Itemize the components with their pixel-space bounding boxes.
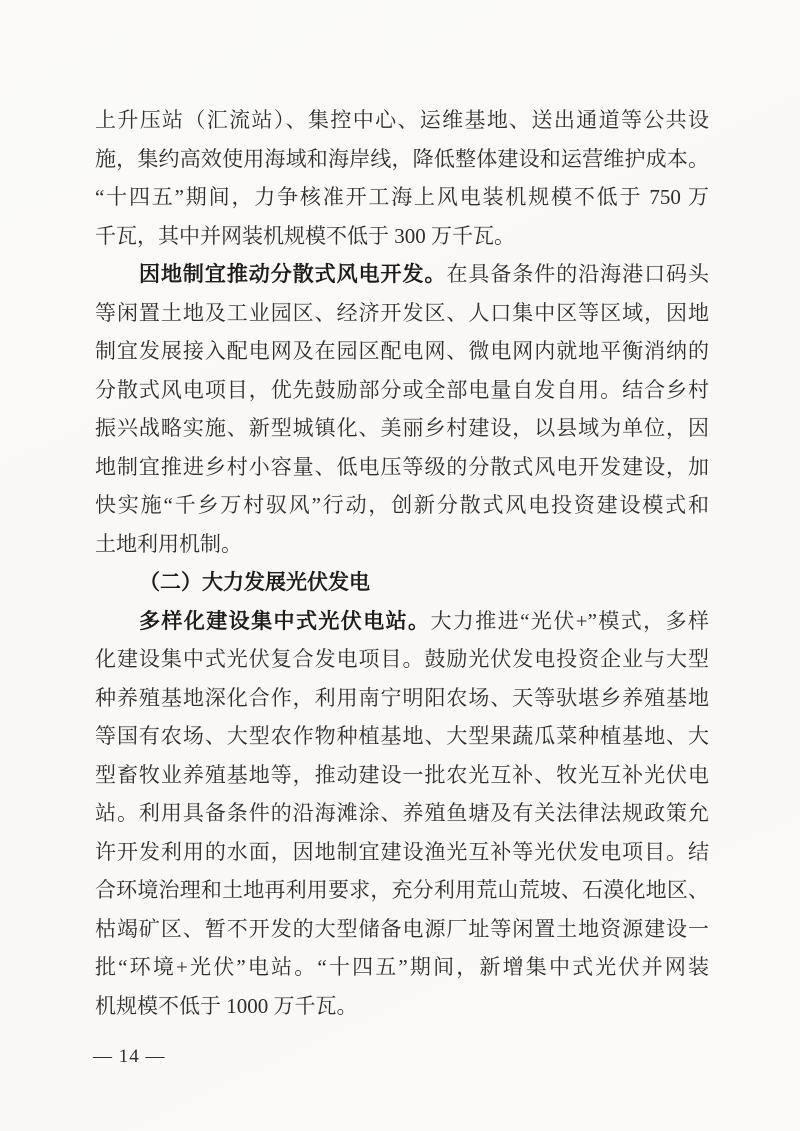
- text-line: [95, 525, 709, 564]
- page-number: — 14 —: [93, 1046, 166, 1067]
- text-run: 在具备条件的沿海港口码头: [446, 262, 709, 286]
- text-run: 振兴战略实施、新型城镇化、美丽乡村建设，以县域为单位，因: [95, 416, 709, 440]
- text-line: [95, 101, 709, 140]
- paragraph-lead-line: [95, 602, 709, 641]
- text-run: “十四五”期间，力争核准开工海上风电装机规模不低于 750 万: [95, 185, 709, 209]
- text-run: 枯竭矿区、暂不开发的大型储备电源厂址等闲置土地资源建设一: [95, 916, 709, 941]
- text-run: 等国有农场、大型农作物种植基地、大型果蔬瓜菜种植基地、大: [95, 724, 709, 748]
- text-line: [95, 948, 709, 987]
- text-run: 合环境治理和土地再利用要求，充分利用荒山荒坡、石漠化地区、: [95, 878, 709, 902]
- bold-run: 多样化建设集中式光伏电站。: [139, 608, 431, 633]
- bold-run: 因地制宜推动分散式风电开发。: [139, 262, 447, 286]
- text-run: 土地利用机制。: [95, 531, 242, 556]
- section-heading: [95, 563, 709, 602]
- text-line: [95, 371, 709, 410]
- text-line: [95, 409, 709, 448]
- text-line: [95, 987, 709, 1026]
- text-line: [95, 756, 709, 795]
- text-run: 型畜牧业养殖基地等，推动建设一批农光互补、牧光互补光伏电: [95, 762, 709, 787]
- text-run: 种养殖基地深化合作，利用南宁明阳农场、天等驮堪乡养殖基地: [95, 685, 709, 710]
- text-line: [95, 871, 709, 910]
- text-line: [95, 217, 709, 256]
- text-run: 机规模不低于 1000 万千瓦。: [95, 993, 358, 1018]
- text-run: 快实施“千乡万村驭风”行动，创新分散式风电投资建设模式和: [95, 493, 709, 517]
- text-line: [95, 833, 709, 872]
- text-line: [95, 640, 709, 679]
- text-run: 批“环境+光伏”电站。“十四五”期间，新增集中式光伏并网装: [95, 955, 709, 979]
- bold-run: （二）大力发展光伏发电: [139, 570, 370, 594]
- text-line: [95, 332, 709, 371]
- text-run: 等闲置土地及工业园区、经济开发区、人口集中区等区域，因地: [95, 300, 709, 325]
- text-run: 地制宜推进乡村小容量、低电压等级的分散式风电开发建设，加: [95, 454, 709, 479]
- text-run: 千瓦，其中并网装机规模不低于 300 万千瓦。: [95, 223, 515, 248]
- text-run: 许开发利用的水面，因地制宜建设渔光互补等光伏发电项目。结: [95, 839, 709, 864]
- text-line: [95, 794, 709, 833]
- text-run: 上升压站（汇流站）、集控中心、运维基地、送出通道等公共设: [95, 108, 709, 132]
- text-line: [95, 910, 709, 949]
- text-line: [95, 717, 709, 756]
- paragraph-lead-line: [95, 255, 709, 294]
- text-run: 分散式风电项目，优先鼓励部分或全部电量自发自用。结合乡村: [95, 377, 709, 402]
- text-run: 大力推进“光伏+”模式，多样: [430, 608, 709, 633]
- text-line: [95, 679, 709, 718]
- text-line: [95, 486, 709, 525]
- text-line: [95, 140, 709, 179]
- text-run: 站。利用具备条件的沿海滩涂、养殖鱼塘及有关法律法规政策允: [95, 801, 709, 825]
- text-run: 化建设集中式光伏复合发电项目。鼓励光伏发电投资企业与大型: [95, 647, 709, 671]
- text-line: [95, 448, 709, 487]
- text-run: 制宜发展接入配电网及在园区配电网、微电网内就地平衡消纳的: [95, 339, 709, 363]
- text-line: [95, 178, 709, 217]
- text-run: 施，集约高效使用海域和海岸线，降低整体建设和运营维护成本。: [95, 146, 709, 171]
- text-line: [95, 294, 709, 333]
- body-text: [95, 101, 709, 1025]
